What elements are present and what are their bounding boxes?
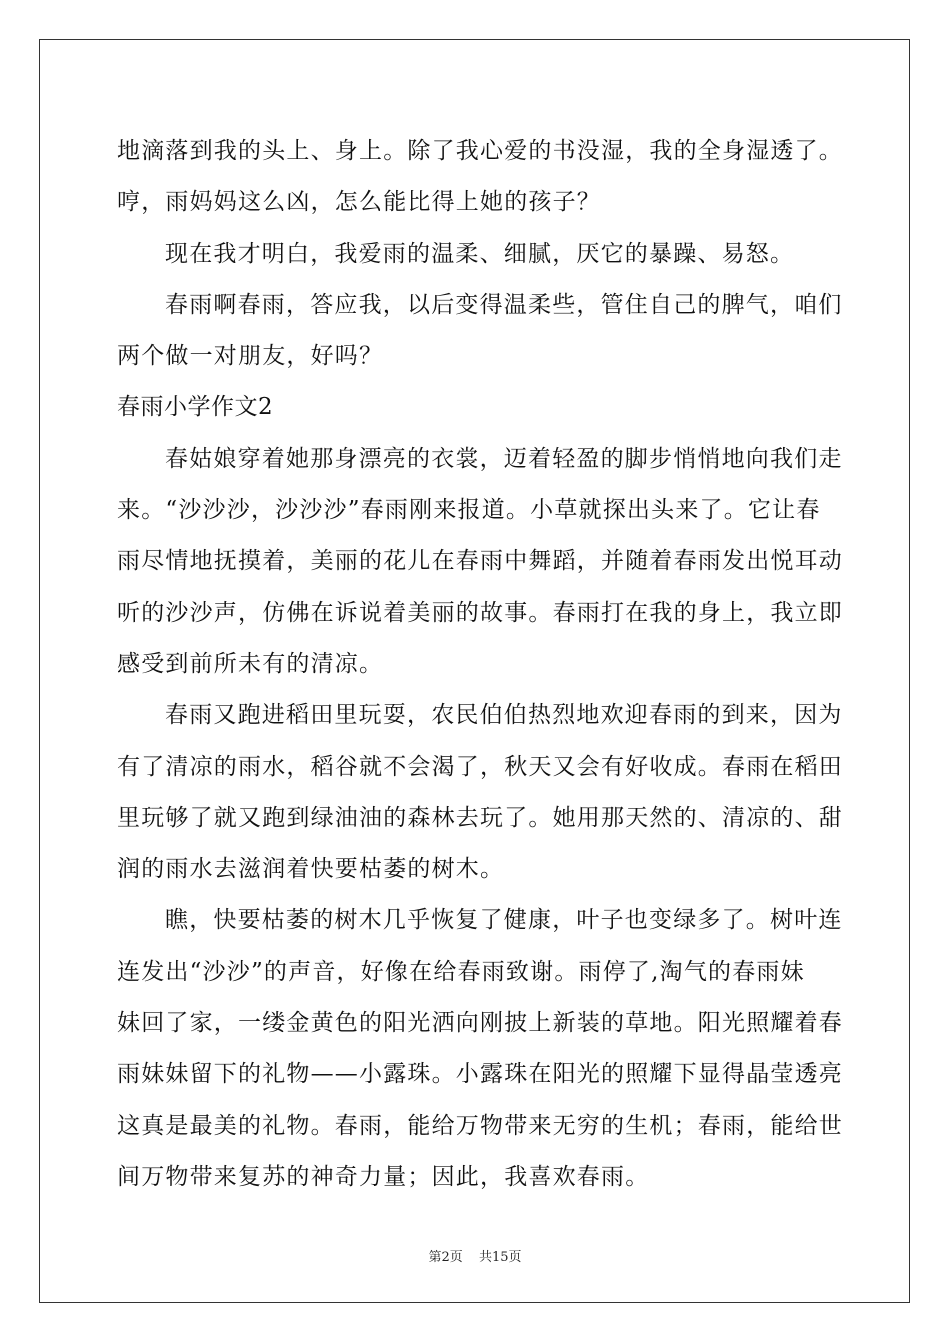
text-line: 润的雨水去滋润着快要枯萎的树木。 (117, 856, 505, 883)
page-total: 共15页 (478, 1250, 522, 1265)
text-line: 妹回了家，一缕金黄色的阳光洒向刚披上新装的草地。阳光照耀着春 (117, 1010, 843, 1037)
text-line: 雨妹妹留下的礼物——小露珠。小露珠在阳光的照耀下显得晶莹透亮 (117, 1061, 843, 1088)
text-line: 间万物带来复苏的神奇力量；因此，我喜欢春雨。 (117, 1163, 650, 1190)
section-heading: 春雨小学作文2 (117, 394, 274, 421)
document-body (117, 126, 843, 1203)
text-line: 里玩够了就又跑到绿油油的森林去玩了。她用那天然的、清凉的、甜 (117, 804, 843, 831)
text-line: 有了清凉的雨水，稻谷就不会渴了，秋天又会有好收成。春雨在稻田 (117, 753, 843, 780)
text-line: 听的沙沙声，仿佛在诉说着美丽的故事。春雨打在我的身上，我立即 (117, 599, 843, 626)
text-line: 这真是最美的礼物。春雨，能给万物带来无穷的生机；春雨，能给世 (117, 1112, 843, 1139)
text-line: 连发出“沙沙”的声音，好像在给春雨致谢。雨停了,淘气的春雨妹 (117, 958, 805, 985)
text-line: 春雨啊春雨，答应我，以后变得温柔些，管住自己的脾气，咱们 (165, 291, 843, 318)
page-number: 第2页 (428, 1250, 463, 1265)
page-footer (0, 1246, 950, 1265)
text-line: 哼，雨妈妈这么凶，怎么能比得上她的孩子？ (117, 189, 601, 216)
text-line: 春雨又跑进稻田里玩耍，农民伯伯热烈地欢迎春雨的到来，因为 (165, 702, 843, 729)
text-line: 地滴落到我的头上、身上。除了我心爱的书没湿，我的全身湿透了。 (117, 138, 843, 164)
text-line: 春姑娘穿着她那身漂亮的衣裳，迈着轻盈的脚步悄悄地向我们走 (165, 445, 843, 472)
text-line: 感受到前所未有的清凉。 (117, 650, 384, 677)
text-line: 雨尽情地抚摸着，美丽的花儿在春雨中舞蹈，并随着春雨发出悦耳动 (117, 548, 843, 575)
text-line: 来。“沙沙沙，沙沙沙”春雨刚来报道。小草就探出头来了。它让春 (117, 497, 821, 524)
text-line: 瞧，快要枯萎的树木几乎恢复了健康，叶子也变绿多了。树叶连 (165, 907, 843, 934)
text-line: 现在我才明白，我爱雨的温柔、细腻，厌它的暴躁、易怒。 (165, 240, 795, 267)
text-line: 两个做一对朋友，好吗？ (117, 343, 384, 370)
